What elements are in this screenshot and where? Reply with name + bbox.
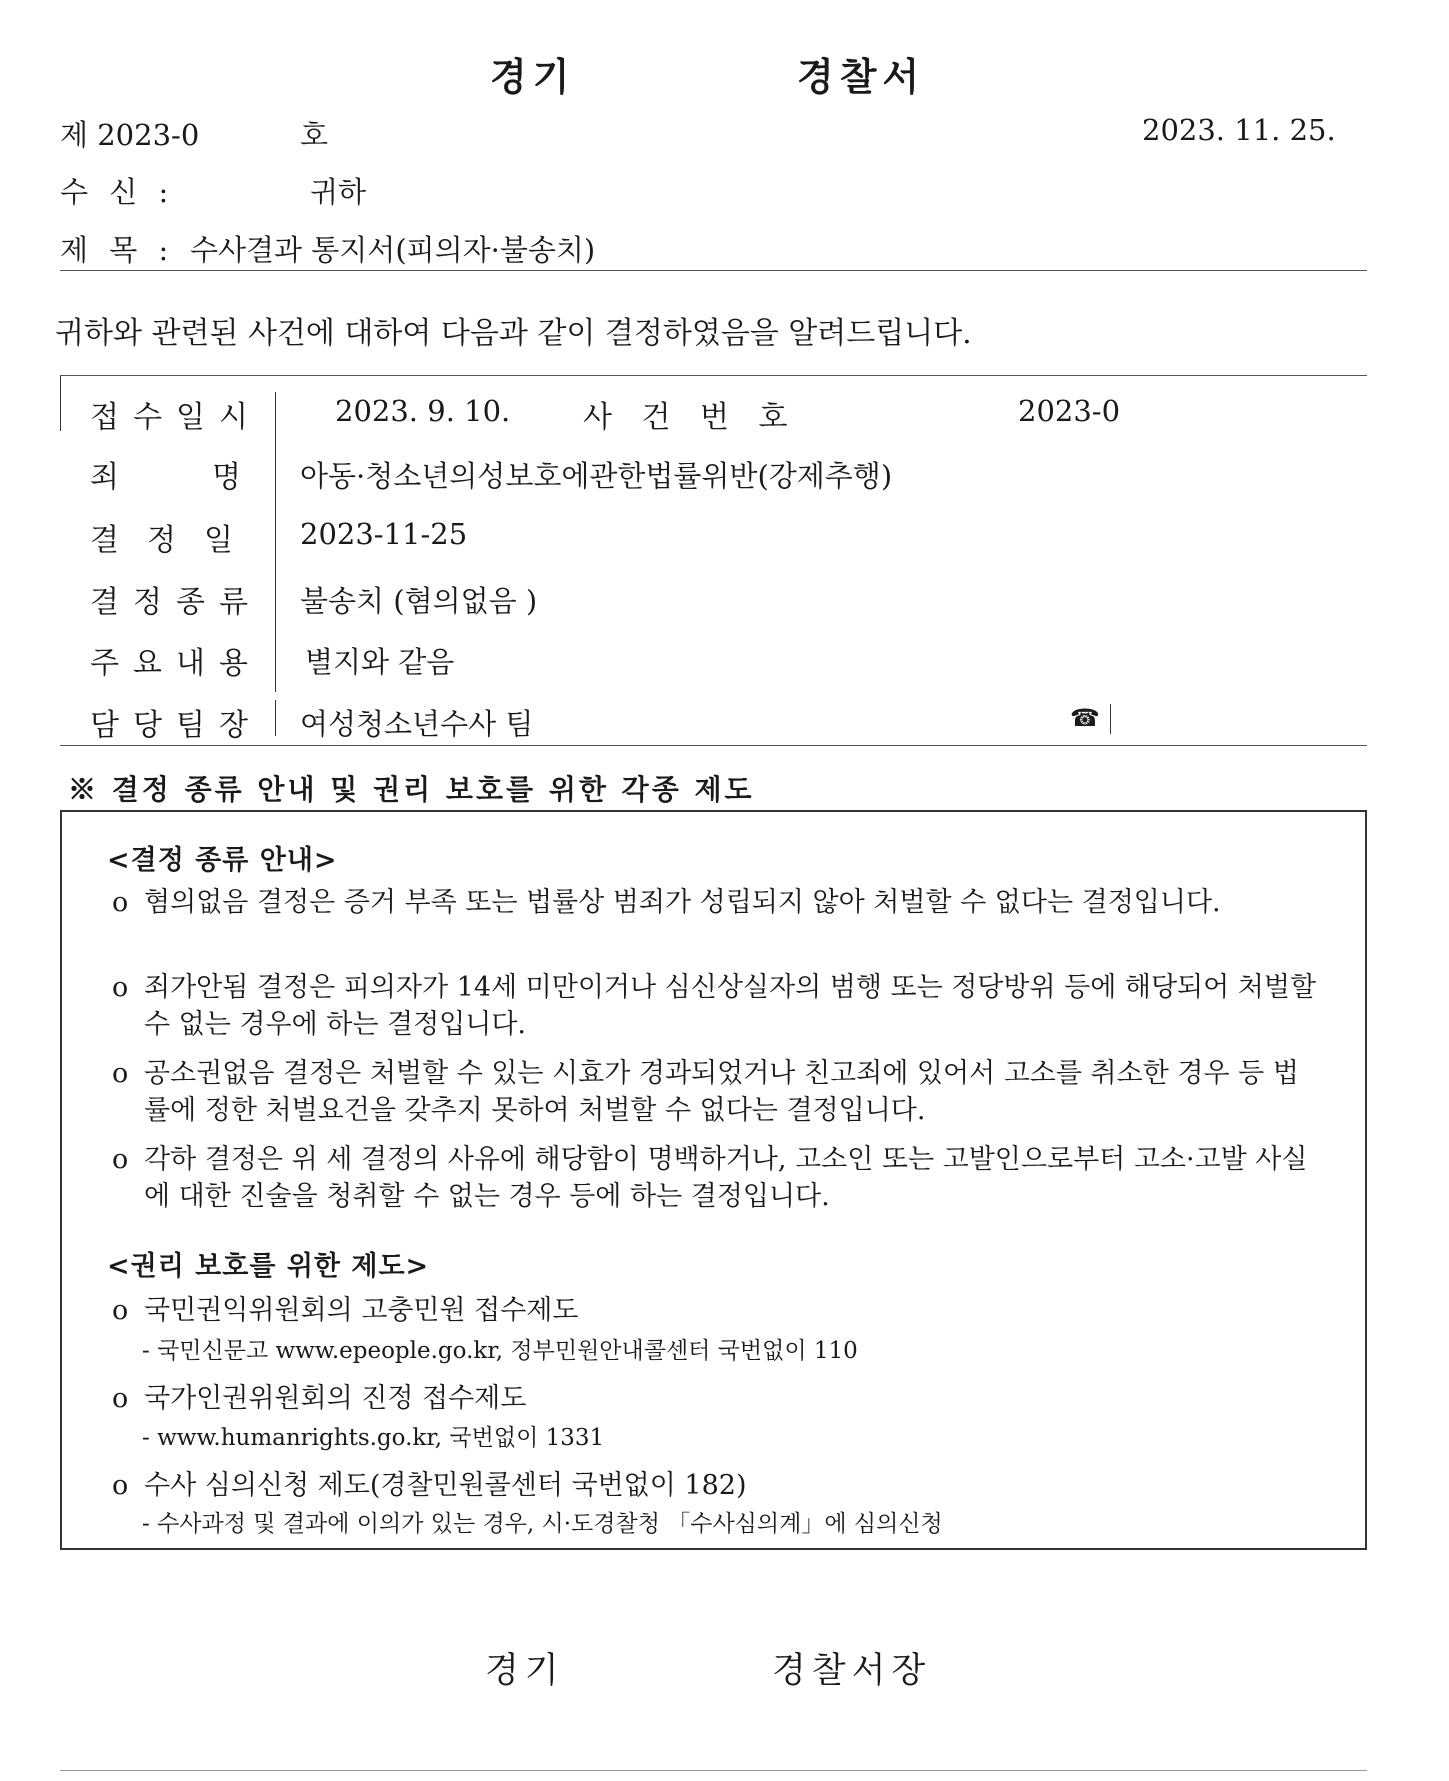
header-divider [60, 270, 1367, 271]
notice-title: ※ 결정 종류 안내 및 권리 보호를 위한 각종 제도 [68, 773, 755, 806]
notice-box [60, 810, 1367, 1550]
rights-heading: <권리 보호를 위한 제도> [107, 1251, 430, 1282]
subject-value: 수사결과 통지서(피의자·불송치) [190, 233, 596, 267]
label-divider-lower [275, 700, 276, 736]
rights-item-note: - www.humanrights.go.kr, 국번없이 1331 [142, 1425, 605, 1451]
received-date-label: 접수일시 [90, 400, 262, 435]
info-table-top-rule [60, 375, 1367, 376]
info-table-bottom-rule [60, 745, 1367, 746]
recipient-value: 귀하 [310, 175, 367, 209]
rights-item-title: 국가인권위원회의 진정 접수제도 [144, 1383, 527, 1414]
team-lead-label: 담당팀장 [90, 708, 262, 743]
doc-number-suffix: 호 [300, 118, 329, 152]
received-date-value: 2023. 9. 10. [335, 394, 511, 428]
bullet: o [112, 1058, 129, 1089]
footer-org-left: 경기 [485, 1651, 565, 1691]
org-name-right: 경찰서 [797, 54, 926, 99]
rights-item-note: - 국민신문고 www.epeople.go.kr, 정부민원안내콜센터 국번없이 110 [142, 1338, 858, 1364]
rights-item-title: 국민권익위원회의 고충민원 접수제도 [144, 1295, 579, 1326]
guide-item-3 [112, 1055, 1322, 1129]
subject-label: 제 목 : [60, 233, 175, 267]
doc-number-prefix: 제 2023-0 [60, 118, 200, 152]
footer-rule [60, 1770, 1367, 1771]
decision-date-value: 2023-11-25 [300, 517, 468, 551]
org-name-left: 경기 [490, 54, 576, 99]
footer-org-right: 경찰서장 [772, 1651, 932, 1691]
guide-item-text: 각하 결정은 위 세 결정의 사유에 해당함이 명백하거나, 고소인 또는 고발인으로부터 고소·고발 사실에 대한 진술을 청취할 수 없는 경우 등에 하는 결정입니다. [144, 1144, 1308, 1212]
main-content-label: 주요내용 [90, 646, 262, 681]
doc-date: 2023. 11. 25. [1142, 113, 1336, 147]
rights-item-2 [112, 1380, 1322, 1417]
case-number-value: 2023-0 [1018, 394, 1121, 428]
main-content-value: 별지와 같음 [305, 645, 455, 679]
team-lead-value: 여성청소년수사 팀 [300, 707, 534, 741]
guide-item-2 [112, 969, 1322, 1043]
recipient-label: 수 신 : [60, 175, 175, 209]
bullet: o [112, 887, 129, 918]
crime-label-second: 명 [212, 460, 255, 495]
bullet: o [112, 1295, 129, 1326]
decision-date-label: 결정일 [90, 523, 261, 558]
bullet: o [112, 1470, 129, 1501]
label-divider [275, 392, 276, 692]
rights-item-1 [112, 1292, 1322, 1329]
rights-item-title: 수사 심의신청 제도(경찰민원콜센터 국번없이 182) [144, 1470, 747, 1501]
guide-item-text: 공소권없음 결정은 처벌할 수 있는 시효가 경과되었거나 친고죄에 있어서 고소를 취소한 경우 등 법률에 정한 처벌요건을 갖추지 못하여 처벌할 수 없다는 결정입니다. [144, 1058, 1299, 1126]
decision-type-value: 불송치 (혐의없음 ) [300, 584, 538, 618]
bullet: o [112, 972, 129, 1003]
guide-item-4 [112, 1141, 1322, 1215]
guide-item-text: 혐의없음 결정은 증거 부족 또는 법률상 범죄가 성립되지 않아 처벌할 수 없다는 결정입니다. [144, 887, 1221, 918]
crime-value: 아동·청소년의성보호에관한법률위반(강제추행) [300, 459, 893, 493]
phone-icon: ☎ [1070, 704, 1100, 732]
intro-text: 귀하와 관련된 사건에 대하여 다음과 같이 결정하였음을 알려드립니다. [55, 316, 972, 351]
decision-type-label: 결정종류 [90, 585, 262, 620]
decision-guide-heading: <결정 종류 안내> [107, 845, 338, 876]
guide-item-text: 죄가안됨 결정은 피의자가 14세 미만이거나 심신상실자의 범행 또는 정당방위 등에 해당되어 처벌할 수 없는 경우에 하는 결정입니다. [144, 972, 1317, 1040]
bullet: o [112, 1383, 129, 1414]
rights-item-3 [112, 1467, 1322, 1504]
info-table-left-edge [60, 376, 61, 431]
crime-label-first: 죄 [90, 460, 133, 495]
bullet: o [112, 1144, 129, 1175]
phone-divider [1110, 704, 1111, 734]
guide-item-1 [112, 884, 1322, 921]
case-number-label: 사 건 번 호 [583, 400, 798, 435]
rights-item-note: - 수사과정 및 결과에 이의가 있는 경우, 시·도경찰청 「수사심의계」에 심의신청 [142, 1511, 943, 1537]
